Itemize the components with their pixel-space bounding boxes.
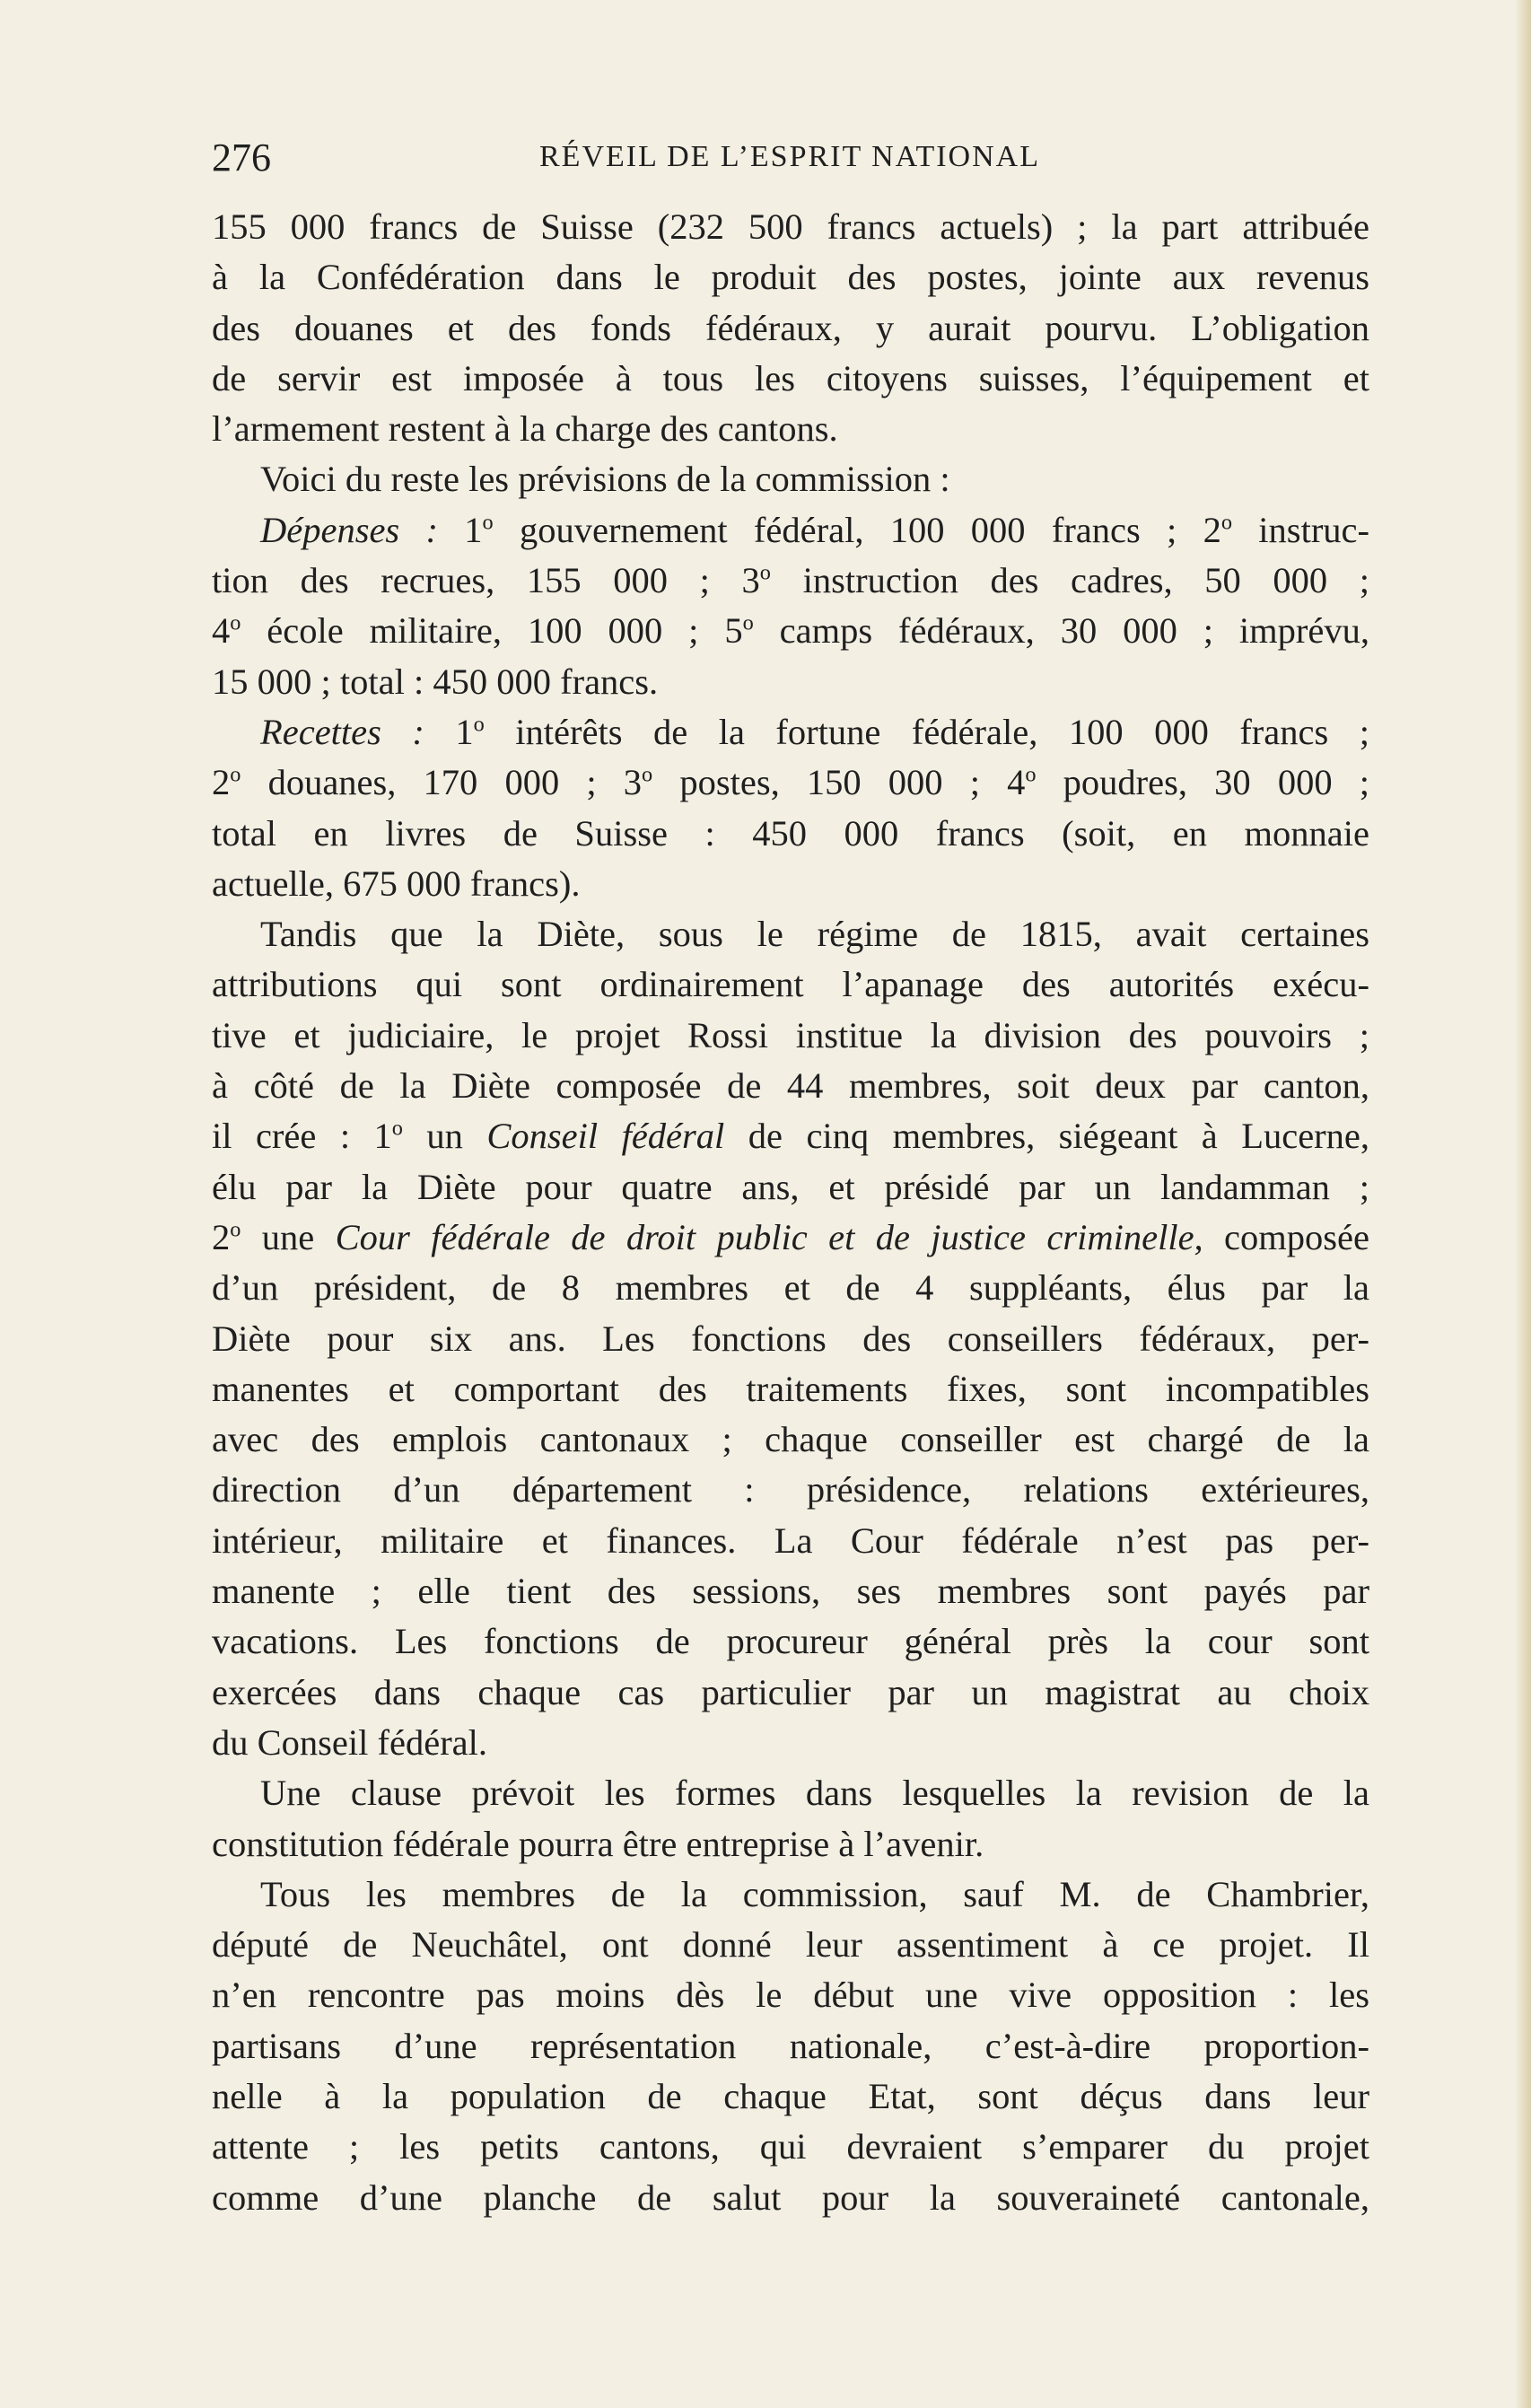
text-line bbox=[212, 1364, 1369, 1414]
ordinal-superscript: o bbox=[742, 610, 754, 635]
page-number: 276 bbox=[212, 136, 271, 180]
text-run: élu par la Diète pour quatre ans, et présidé par un landamman ; bbox=[212, 1166, 1369, 1207]
ordinal-superscript: o bbox=[1220, 510, 1233, 535]
text-line bbox=[212, 1011, 1369, 1061]
text-line bbox=[212, 303, 1369, 354]
text-run: député de Neuchâtel, ont donné leur assentiment à ce projet. Il bbox=[212, 1924, 1369, 1966]
text-run: du Conseil fédéral. bbox=[212, 1721, 488, 1763]
text-line bbox=[212, 2071, 1369, 2122]
text-run: constitution fédérale pourra être entreprise à l’avenir. bbox=[212, 1823, 984, 1864]
text-run: intérêts de la fortune fédérale, 100 000 francs ; bbox=[484, 711, 1369, 752]
text-run: il crée : 1 bbox=[212, 1116, 392, 1157]
text-run: 1 bbox=[437, 509, 483, 550]
ordinal-superscript: o bbox=[230, 762, 241, 787]
text-line bbox=[212, 959, 1369, 1010]
text-line bbox=[212, 1465, 1369, 1515]
text-line bbox=[212, 1819, 1369, 1869]
text-run: un bbox=[402, 1116, 487, 1157]
text-run: d’un président, de 8 membres et de 4 suppléants, élus par la bbox=[212, 1267, 1369, 1309]
text-line bbox=[212, 1768, 1369, 1818]
text-run: attributions qui sont ordinairement l’apanage des autorités exécu- bbox=[212, 964, 1369, 1005]
text-line bbox=[212, 859, 1369, 909]
text-run: 2 bbox=[212, 762, 231, 803]
text-line bbox=[212, 1920, 1369, 1970]
text-run: attente ; les petits cantons, qui devraient s’emparer du projet bbox=[212, 2126, 1369, 2167]
text-line bbox=[212, 2021, 1369, 2071]
text-run: 15 000 ; total : 450 000 francs. bbox=[212, 661, 659, 702]
italic-run: Recettes : bbox=[260, 711, 424, 752]
text-run: manentes et comportant des traitements fixes, sont incompatibles bbox=[212, 1368, 1369, 1409]
text-run: comme d’une planche de salut pour la souveraineté cantonale, bbox=[212, 2176, 1369, 2218]
text-run: à la Confédération dans le produit des postes, jointe aux revenus bbox=[212, 257, 1369, 298]
text-run: exercées dans chaque cas particulier par un magistrat au choix bbox=[212, 1671, 1369, 1712]
text-line bbox=[212, 2173, 1369, 2223]
text-line bbox=[212, 1414, 1369, 1465]
text-line bbox=[212, 1162, 1369, 1213]
running-head: RÉVEIL DE L’ESPRIT NATIONAL bbox=[539, 140, 1040, 173]
text-run: total en livres de Suisse : 450 000 francs (soit, en monnaie bbox=[212, 812, 1369, 854]
text-line bbox=[212, 1566, 1369, 1616]
text-run: direction d’un département : présidence, relations extérieures, bbox=[212, 1469, 1369, 1510]
ordinal-superscript: o bbox=[230, 610, 241, 635]
text-line bbox=[212, 202, 1369, 252]
text-line bbox=[212, 657, 1369, 707]
ordinal-superscript: o bbox=[759, 560, 771, 585]
text-line bbox=[212, 809, 1369, 859]
text-run: n’en rencontre pas moins dès le début une vive opposition : les bbox=[212, 1975, 1369, 2016]
text-line bbox=[212, 556, 1369, 606]
ordinal-superscript: o bbox=[473, 712, 485, 737]
page-edge bbox=[1515, 0, 1531, 2408]
text-line bbox=[212, 1263, 1369, 1313]
text-run: avec des emplois cantonaux ; chaque conseiller est chargé de la bbox=[212, 1419, 1369, 1460]
text-line bbox=[212, 1111, 1369, 1161]
text-run: nelle à la population de chaque Etat, sont déçus dans leur bbox=[212, 2075, 1369, 2116]
text-line bbox=[212, 404, 1369, 454]
text-run: Une clause prévoit les formes dans lesquelles la revision de la bbox=[260, 1773, 1369, 1814]
text-run: tive et judiciaire, le projet Rossi institue la division des pouvoirs ; bbox=[212, 1014, 1369, 1055]
text-run: partisans d’une représentation nationale, c’est-à-dire proportion- bbox=[212, 2025, 1369, 2066]
text-line bbox=[212, 1314, 1369, 1364]
text-run: poudres, 30 000 ; bbox=[1036, 762, 1369, 803]
text-run: instruc- bbox=[1232, 509, 1370, 550]
text-run: gouvernement fédéral, 100 000 francs ; 2 bbox=[493, 509, 1221, 550]
text-line bbox=[212, 1718, 1369, 1768]
text-run: de cinq membres, siégeant à Lucerne, bbox=[724, 1116, 1370, 1157]
text-run: camps fédéraux, 30 000 ; imprévu, bbox=[753, 610, 1369, 652]
text-run: postes, 150 000 ; 4 bbox=[652, 762, 1026, 803]
text-line bbox=[212, 909, 1369, 959]
text-line bbox=[212, 2122, 1369, 2172]
text-run: une bbox=[241, 1216, 336, 1257]
text-run: à côté de la Diète composée de 44 membres, soit deux par canton, bbox=[212, 1065, 1369, 1107]
text-run: 4 bbox=[212, 610, 231, 652]
text-run: école militaire, 100 000 ; 5 bbox=[241, 610, 743, 652]
text-line bbox=[212, 1061, 1369, 1111]
text-run: tion des recrues, 155 000 ; 3 bbox=[212, 560, 760, 601]
body-text bbox=[212, 202, 1369, 2223]
page-header bbox=[212, 135, 1368, 188]
text-run: l’armement restent à la charge des cantons. bbox=[212, 408, 838, 450]
italic-run: Conseil fédéral bbox=[486, 1116, 725, 1157]
text-line bbox=[212, 1616, 1369, 1667]
text-run: vacations. Les fonctions de procureur général près la cour sont bbox=[212, 1621, 1369, 1662]
text-run: 155 000 francs de Suisse (232 500 francs actuels) ; la part attribuée bbox=[212, 206, 1369, 247]
text-line bbox=[212, 505, 1369, 556]
text-run: de servir est imposée à tous les citoyens suisses, l’équipement et bbox=[212, 357, 1369, 398]
text-run: Tandis que la Diète, sous le régime de 1815, avait certaines bbox=[260, 914, 1369, 955]
text-line bbox=[212, 1668, 1369, 1718]
text-line bbox=[212, 606, 1369, 656]
text-line bbox=[212, 252, 1369, 302]
text-line bbox=[212, 1869, 1369, 1920]
text-run: 2 bbox=[212, 1216, 231, 1257]
text-run: Tous les membres de la commission, sauf M. de Chambrier, bbox=[260, 1873, 1369, 1914]
text-run: des douanes et des fonds fédéraux, y aurait pourvu. L’obligation bbox=[212, 307, 1369, 348]
text-run: Voici du reste les prévisions de la commission : bbox=[260, 459, 950, 500]
italic-run: Cour fédérale de droit public et de justice criminelle, bbox=[335, 1216, 1203, 1257]
text-run: manente ; elle tient des sessions, ses membres sont payés par bbox=[212, 1571, 1369, 1612]
text-run: intérieur, militaire et finances. La Cour fédérale n’est pas per- bbox=[212, 1519, 1369, 1561]
text-line bbox=[212, 1970, 1369, 2020]
text-line bbox=[212, 1213, 1369, 1263]
text-line bbox=[212, 757, 1369, 808]
text-run: composée bbox=[1203, 1216, 1369, 1257]
ordinal-superscript: o bbox=[482, 510, 494, 535]
text-line bbox=[212, 1516, 1369, 1566]
text-line bbox=[212, 707, 1369, 757]
text-line bbox=[212, 354, 1369, 404]
text-run: douanes, 170 000 ; 3 bbox=[241, 762, 643, 803]
ordinal-superscript: o bbox=[642, 762, 653, 787]
italic-run: Dépenses : bbox=[260, 509, 438, 550]
ordinal-superscript: o bbox=[391, 1116, 403, 1141]
text-run: instruction des cadres, 50 000 ; bbox=[770, 560, 1369, 601]
ordinal-superscript: o bbox=[230, 1217, 241, 1242]
text-run: 1 bbox=[424, 711, 474, 752]
ordinal-superscript: o bbox=[1025, 762, 1037, 787]
text-line bbox=[212, 454, 1369, 504]
text-run: Diète pour six ans. Les fonctions des conseillers fédéraux, per- bbox=[212, 1318, 1369, 1359]
text-run: actuelle, 675 000 francs). bbox=[212, 863, 581, 904]
